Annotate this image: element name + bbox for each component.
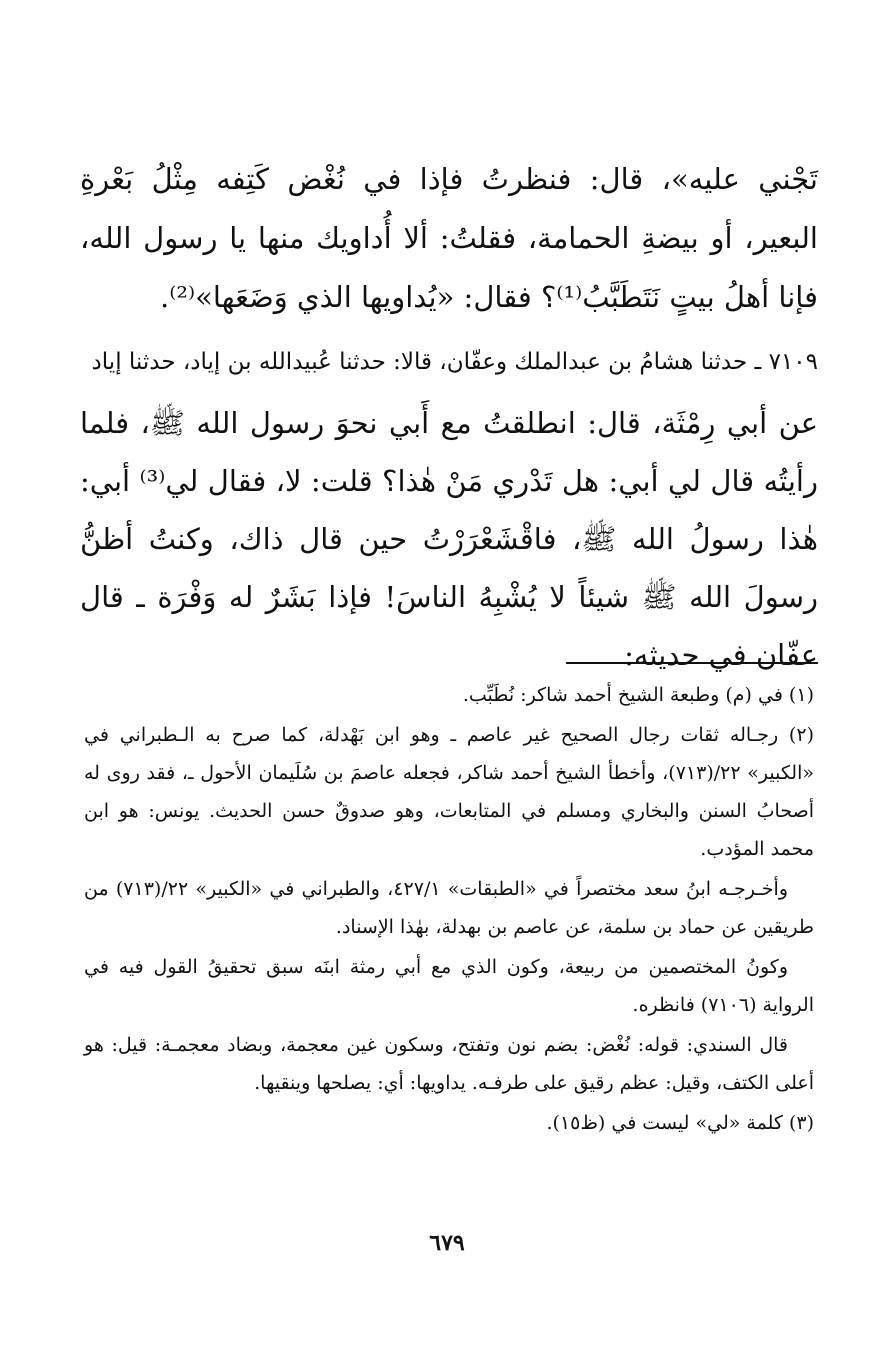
- main-paragraph-1: تَجْني عليه»، قال: فنظرتُ فإذا في نُغْض كَتِفه مِثْلُ بَعْرةِ البعير، أو بيضةِ الحمامة، فقلتُ: ألا أُداويك منها يا رسول الله، فإنا أهلُ بيتٍ نَتَطَبَّبُ⁽¹⁾؟ فقال: «يُداويها الذي وَضَعَها»⁽²⁾.: [80, 162, 818, 314]
- footnote-2: (٢) رجـاله ثقات رجال الصحيح غير عاصم ـ وهو ابن بَهْدلة، كما صرح به الـطبراني في «الكبير» ٢٢/(٧١٣)، وأخطأ الشيخ أحمد شاكر، فجعله عاصمَ بن سُلَيمان الأحول ـ، فقد روى له أصحابُ السنن والبخاري ومسلم في المتابعات، وهو صدوقٌ حسن الحديث. يونس: هو ابن محمد المؤدب.: [84, 724, 815, 860]
- hadith-chain-text: ـ حدثنا هشامُ بن عبدالملك وعفّان، قالا: حدثنا عُبيدالله بن إياد، حدثنا إياد: [91, 349, 762, 375]
- footnote-3: (٣) كلمة «لي» ليست في (ظ١٥).: [546, 1112, 814, 1134]
- footnote-2-continuation-1: وأخـرجـه ابنُ سعد مختصراً في «الطبقات» ٤٢٧/١، والطبراني في «الكبير» ٢٢/(٧١٣) من طريقين عن حماد بن سلمة، عن عاصم بن بهدلة، بهٰذا الإسناد.: [84, 878, 814, 938]
- main-paragraph-2: عن أبي رِمْثَة، قال: انطلقتُ مع أَبي نحوَ رسول الله ﷺ، فلما رأيتُه قال لي أبي: هل تَدْري مَنْ هٰذا؟ قلت: لا، فقال لي⁽³⁾ أبي: هٰذا رسولُ الله ﷺ، فاقْشَعْرَرْتُ حين قال ذاك، وكنتُ أظنُّ رسولَ الله ﷺ شيئاً لا يُشْبِهُ الناسَ! فإذا بَشَرٌ له وَفْرَة ـ قال عفّان في حديثه:: [80, 406, 818, 672]
- footnotes: [84, 676, 814, 1144]
- hadith-number: ٧١٠٩: [768, 349, 818, 375]
- footnote-2-continuation-2: وكونُ المختصمين من ربيعة، وكون الذي مع أبي رمثة ابنَه سبق تحقيقُ القول فيه في الرواية (٧١٠٦) فانظره.: [84, 956, 814, 1016]
- footnote-1: (١) في (م) وطبعة الشيخ أحمد شاكر: نُطَبِّب.: [462, 684, 814, 706]
- footnote-divider: [566, 662, 818, 664]
- footnote-2-continuation-3: قال السندي: قوله: نُغْض: بضم نون وتفتح، وسكون غين معجمة، وبضاد معجمـة: قيل: هو أعلى الكتف، وقيل: عظم رقيق على طرفـه. يداويها: أي: يصلحها وينقيها.: [84, 1034, 814, 1094]
- page-number: ٦٧٩: [429, 1230, 465, 1256]
- hadith-chain: [80, 339, 818, 386]
- main-text: [80, 150, 818, 684]
